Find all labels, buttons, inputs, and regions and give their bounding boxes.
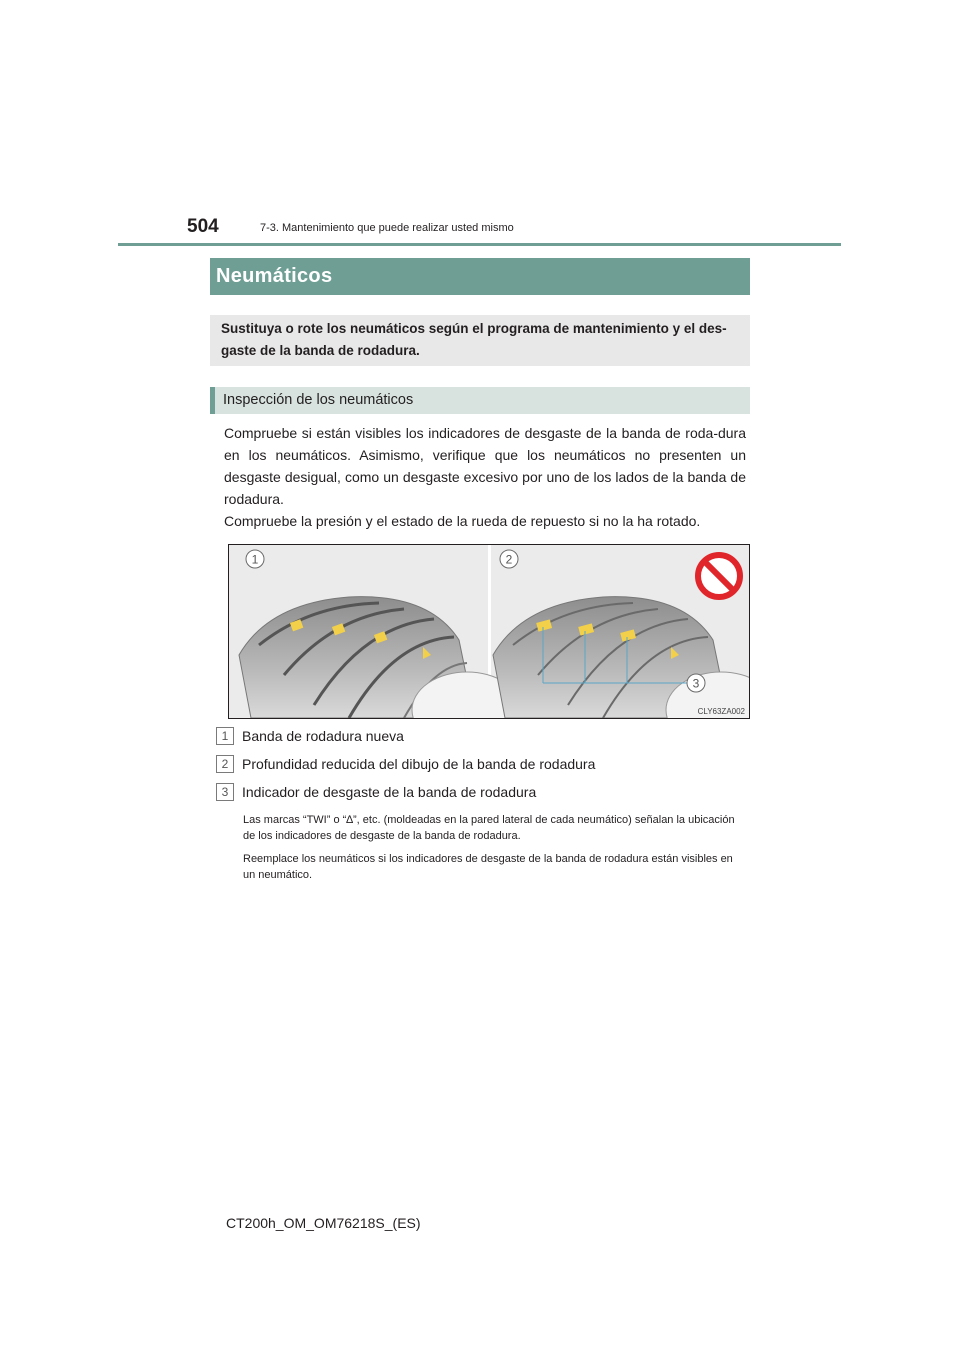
figure-callout-2: [500, 550, 518, 568]
legend-item-1: [216, 726, 756, 750]
body-text: [224, 422, 746, 532]
tire-illustration-svg: [229, 545, 749, 718]
svg-text:2: 2: [505, 552, 513, 567]
legend-number-3: 3: [216, 783, 234, 801]
note-twi-marks: Las marcas “TWI” o “∆”, etc. (moldeadas en la pared lateral de cada neumático) señalan la ubicación de los indicadores de desgaste de la banda de rodadura.: [243, 814, 735, 842]
intro-box: Sustituya o rote los neumáticos según el programa de mantenimiento y el des-gaste de la banda de rodadura.: [210, 315, 750, 366]
footer-doc-code: CT200h_OM_OM76218S_(ES): [226, 1215, 421, 1231]
svg-text:1: 1: [251, 552, 259, 567]
tire-illustration: [228, 544, 750, 719]
tire-worn-tread: [493, 597, 749, 718]
figure-callout-1: [246, 550, 264, 568]
legend-number-1: 1: [216, 727, 234, 745]
figure-callout-3: [687, 674, 705, 692]
legend-item-2: [216, 754, 756, 778]
body-paragraph-2: Compruebe la presión y el estado de la rueda de repuesto si no la ha rotado.: [224, 513, 701, 529]
note-replace-tires: Reemplace los neumáticos si los indicadores de desgaste de la banda de rodadura están visibles en un neumático.: [243, 853, 733, 881]
figure-code: CLY63ZA002: [697, 707, 745, 716]
prohibition-icon: [698, 555, 740, 597]
legend-label-3: Indicador de desgaste de la banda de rodadura: [242, 784, 537, 800]
legend-label-2: Profundidad reducida del dibujo de la banda de rodadura: [242, 756, 596, 772]
legend-item-3: [216, 782, 756, 806]
legend-label-1: Banda de rodadura nueva: [242, 728, 404, 744]
body-paragraph-1: Compruebe si están visibles los indicadores de desgaste de la banda de roda-dura en los neumáticos. Asimismo, verifique que los neumáticos no presenten un desgaste desigual, como un desgaste excesivo por uno de los lados de la banda de rodadura.: [224, 425, 746, 507]
page-title: Neumáticos: [210, 258, 750, 295]
header-divider: [118, 243, 841, 246]
section-title: 7-3. Mantenimiento que puede realizar usted mismo: [260, 222, 514, 234]
svg-text:3: 3: [692, 676, 700, 691]
tire-new-tread: [239, 597, 522, 718]
page-number: 504: [187, 216, 219, 237]
subsection-heading: Inspección de los neumáticos: [210, 387, 750, 414]
legend-number-2: 2: [216, 755, 234, 773]
